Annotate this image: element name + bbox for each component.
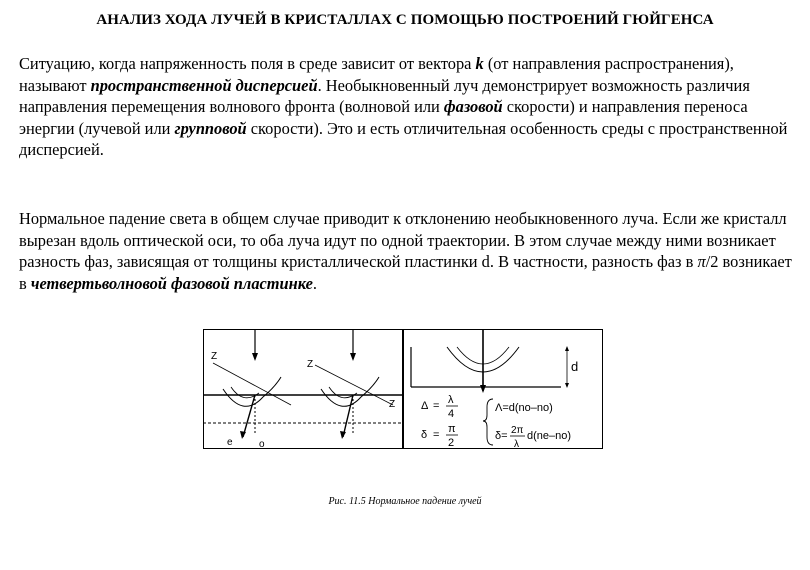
text: скорости). Это и есть отличительная особенность среды с пространственной дисперсией.: [19, 118, 788, 159]
text: . Необыкновенный луч демонстрирует возможность различия направления перемещения волнового фронта (волновой или: [19, 75, 750, 116]
text: скорости) и направления переноса энергии (лучевой или: [19, 97, 748, 138]
formula-1: Λ=d(no–no): [495, 402, 553, 414]
wave-surface: [321, 377, 379, 406]
formula-2-prefix: δ=: [495, 430, 508, 442]
arrow-head: [565, 346, 569, 351]
denominator-2: 2: [448, 437, 455, 449]
extraordinary-ray: [243, 395, 255, 437]
equals-sign: =: [433, 429, 440, 441]
figure-right-diagram: [403, 329, 603, 459]
label-z: Z: [307, 359, 314, 370]
pi-symbol: π: [448, 423, 456, 435]
vector-k: k: [475, 54, 484, 73]
equals-sign: =: [433, 400, 440, 412]
paragraph-spatial-dispersion: [19, 53, 794, 161]
term-spatial-dispersion: пространственной дисперсией: [90, 75, 318, 95]
delta-symbol: Δ: [421, 400, 429, 412]
denominator-4: 4: [448, 408, 455, 420]
figure-left-diagram: [203, 329, 403, 459]
label-e: e: [227, 437, 233, 448]
pi-symbol: π: [697, 252, 706, 271]
arrow-head: [252, 353, 258, 361]
label-d: d: [571, 359, 579, 374]
text: /2 возникает в: [19, 252, 792, 293]
lambda-symbol: λ: [448, 394, 454, 406]
text: Ситуацию, когда напряженность поля в среде зависит от вектора: [19, 54, 476, 73]
formula-2-num: 2π: [511, 425, 524, 436]
page-title: АНАЛИЗ ХОДА ЛУЧЕЙ В КРИСТАЛЛАХ С ПОМОЩЬЮ ПОСТРОЕНИЙ ГЮЙГЕНСА: [96, 12, 714, 28]
label-o: o: [259, 439, 265, 450]
figure-caption: Рис. 11.5 Нормальное падение лучей: [328, 496, 482, 507]
delta-small-symbol: δ: [421, 429, 428, 441]
term-quarter-wave-plate: четвертьволновой фазовой пластинке: [30, 273, 313, 293]
optic-axis: [315, 365, 393, 405]
arrow-head: [340, 431, 346, 439]
diagram-frame: [204, 330, 403, 449]
extraordinary-ray: [343, 395, 353, 437]
term-group: групповой: [174, 118, 247, 138]
label-z: Z: [211, 351, 218, 362]
text: (от направления распространения), называют: [19, 54, 734, 95]
text: .: [312, 273, 317, 293]
left-crystal: [211, 329, 291, 450]
brace: [483, 399, 493, 445]
wave-surface: [223, 377, 281, 406]
arrow-head: [240, 431, 246, 439]
text: Нормальное падение света в общем случае приводит к отклонению необыкновенного луча. Если же кристалл вырезан вдоль оптической оси, то оба луча идут по одной траектории. В этом случае между ними возникает разность фаз, зависящая от толщины кристаллической пластинки d. В частности, разность фаз в: [19, 209, 787, 271]
formula-2-den: λ: [514, 439, 519, 450]
label-z: Z: [389, 399, 396, 410]
arrow-head: [350, 353, 356, 361]
formula-2-suffix: d(ne–no): [527, 430, 572, 442]
arrow-head: [565, 383, 569, 388]
optic-axis: [213, 363, 291, 405]
paragraph-normal-incidence: [19, 208, 794, 294]
arrow-head: [480, 385, 486, 393]
term-phase: фазовой: [443, 97, 503, 116]
